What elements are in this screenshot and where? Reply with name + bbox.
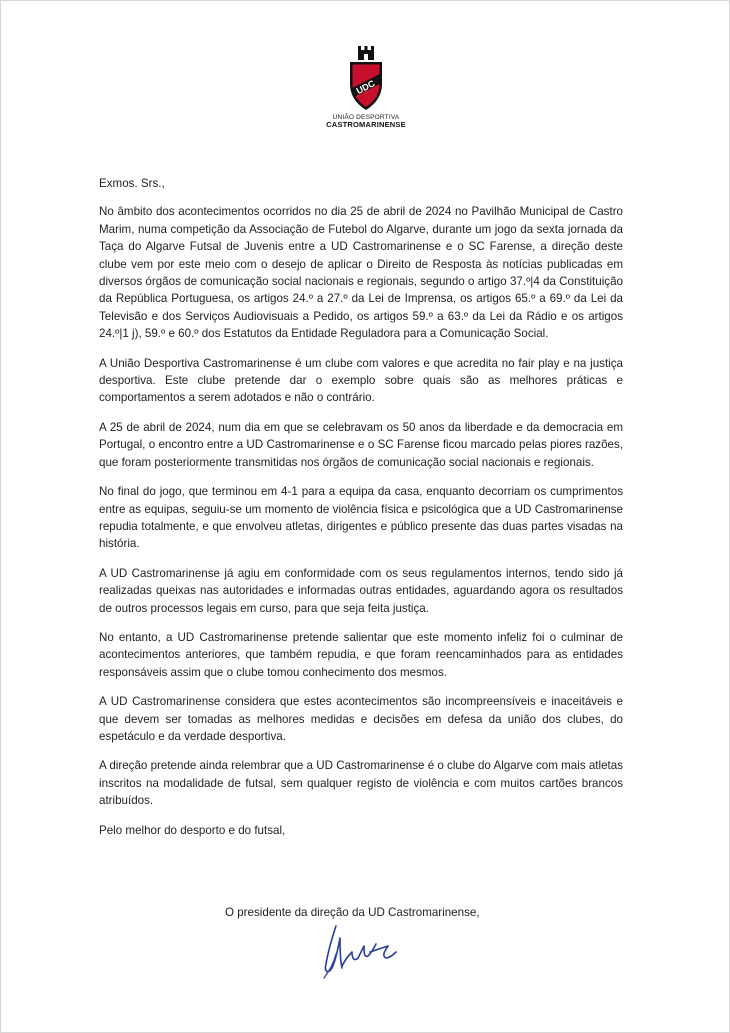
letter-signoff: O presidente da direção da UD Castromarinense, — [225, 906, 480, 919]
letter-paragraph: No final do jogo, que terminou em 4-1 para a equipa da casa, enquanto decorriam os cumprimentos entre as equipas, seguiu-se um momento de violência física e psicológica que a UD Castromarinense repudia totalmente, e que envolveu atletas, dirigentes e público presente das duas partes visadas na história. — [99, 485, 623, 551]
letter-paragraph: No entanto, a UD Castromarinense pretende salientar que este momento infeliz foi o culminar de acontecimentos anteriores, que também repudia, e que foram reencaminhados para as entidades responsáveis assim que o clube tomou conhecimento dos mesmos. — [99, 630, 623, 679]
letter-closing: Pelo melhor do desporto e do futsal, — [99, 823, 286, 837]
letter-paragraph: A UD Castromarinense já agiu em conformidade com os seus regulamentos internos, tendo sido já realizadas queixas nas autoridades e informadas outras entidades, aguardando agora os resultados de outros processos legais em curso, para que seja feita justiça. — [99, 566, 623, 615]
handwritten-signature — [318, 918, 408, 980]
club-name-line2: CASTROMARINENSE — [326, 120, 406, 129]
letter-paragraph: A União Desportiva Castromarinense é um clube com valores e que acredita no fair play e na justiça desportiva. Este clube pretende dar o exemplo sobre quais são as melhores práticas e comportamentos a serem adotados e não o contrário. — [99, 356, 623, 405]
letter-paragraph: A direção pretende ainda relembrar que a UD Castromarinense é o clube do Algarve com mais atletas inscritos na modalidade de futsal, sem qualquer registo de violência e com muitos cartões brancos atribuídos. — [99, 759, 623, 808]
club-crest-icon — [346, 44, 386, 112]
letter-body — [99, 175, 623, 851]
letter-paragraph: A UD Castromarinense considera que estes acontecimentos são incompreensíveis e inaceitáveis e que devem ser tomadas as melhores medidas e decisões em defesa da união dos clubes, do espetáculo e da verdade desportiva. — [99, 695, 623, 743]
crest-text: UDC — [354, 78, 377, 96]
letter-paragraph: A 25 de abril de 2024, num dia em que se celebravam os 50 anos da liberdade e da democracia em Portugal, o encontro entre a UD Castromarinense e o SC Farense ficou marcado pelas piores razões, que foram posteriormente transmitidas nos órgãos de comunicação social nacionais e regionais. — [99, 420, 623, 469]
letter-greeting: Exmos. Srs., — [99, 177, 165, 190]
club-name-line1: UNIÃO DESPORTIVA — [332, 114, 400, 121]
letter-paragraph: No âmbito dos acontecimentos ocorridos no dia 25 de abril de 2024 no Pavilhão Municipal de Castro Marim, numa competição da Associação de Futebol do Algarve, durante um jogo da sexta jornada da Taça do Algarve Futsal de Juvenis entre a UD Castromarinense e o SC Farense, a direção deste clube vem por este meio com o desejo de aplicar o Direito de Resposta às notícias publicadas em diversos órgãos de comunicação social nacionais e regionais, segundo o artigo 37.º|4 da Constituição da República Portuguesa, os artigos 24.º a 27.º da Lei de Imprensa, os artigos 65.º a 69.º da Lei da Televisão e dos Serviços Audiovisuais a Pedido, os artigos 59.º a 63.º da Lei da Rádio e os artigos 24.º|1 j), 59.º e 60.º dos Estatutos da Entidade Reguladora para a Comunicação Social. — [99, 205, 623, 341]
club-logo — [324, 44, 408, 136]
